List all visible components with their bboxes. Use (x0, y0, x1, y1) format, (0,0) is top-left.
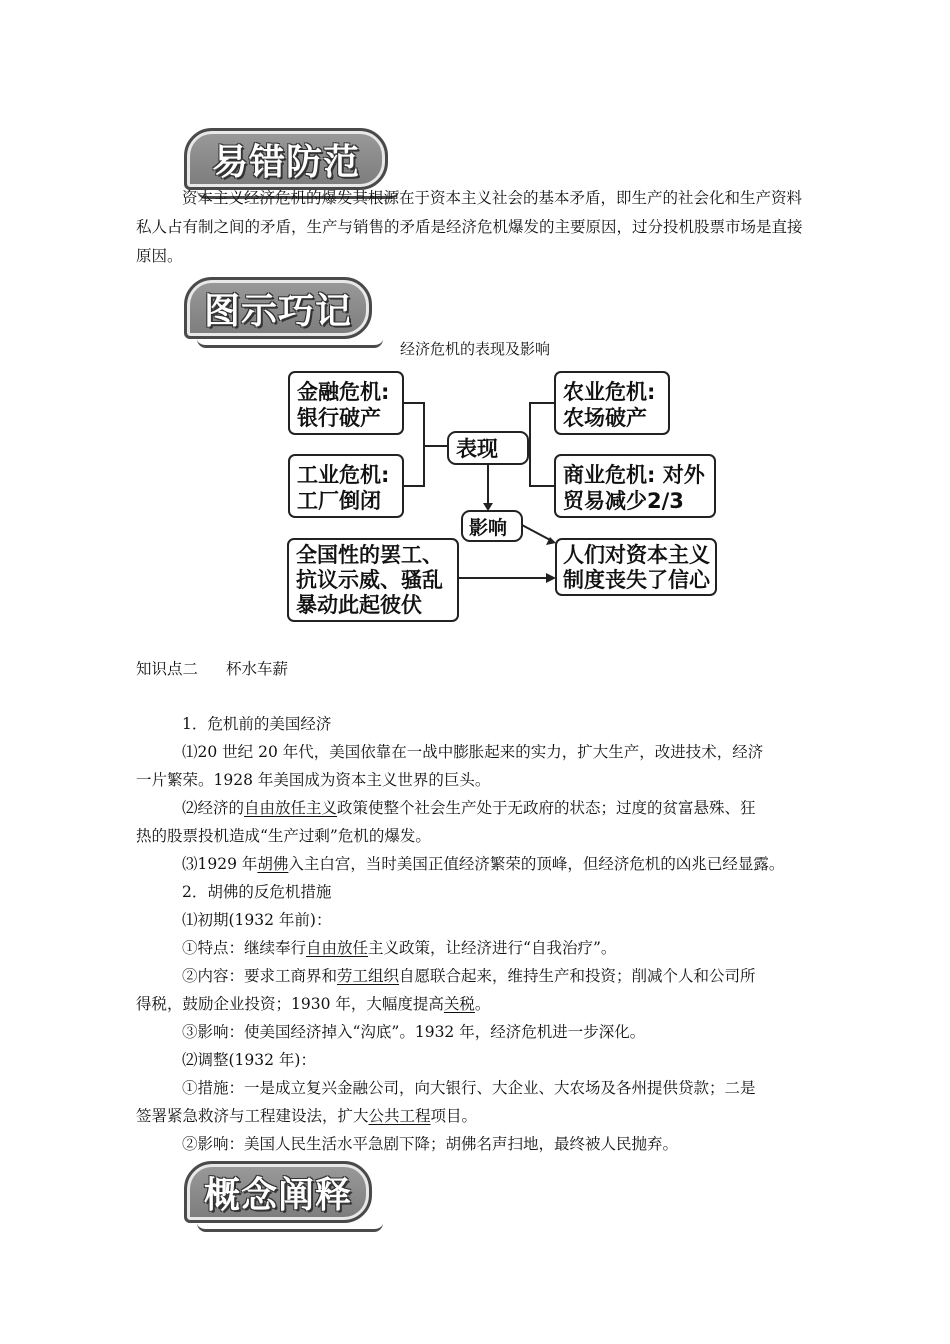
s1-p2-line1 (182, 794, 756, 822)
s1-p1-line2: 一片繁荣。1928 年美国成为资本主义世界的巨头。 (136, 771, 491, 789)
s2-content2-underlined: 关税 (443, 995, 475, 1013)
s1-heading: 1．危机前的美国经济 (182, 715, 332, 733)
s2-measure: ①措施：一是成立复兴金融公司，向大银行、大企业、大农场及各州提供贷款；二是 (182, 1079, 756, 1097)
s2-early: ⑴初期(1932 年前)： (182, 911, 332, 929)
crisis-diagram (0, 362, 950, 632)
banner-diagram-memory (184, 277, 372, 339)
s2-content-a: ②内容：要求工商界和 (182, 967, 338, 985)
s1-p1-line1: ⑴20 世纪 20 年代，美国依靠在一战中膨胀起来的实力，扩大生产，改进技术，经济 (182, 743, 764, 761)
financial-line1: 金融危机: (297, 380, 390, 404)
s2-content-line1 (182, 962, 756, 990)
s2-measure2-a: 签署紧急救济与工程建设法，扩大 (136, 1107, 369, 1125)
s2-content2-a: 得税，鼓励企业投资；1930 年，大幅度提高 (136, 995, 444, 1013)
s2-adjust: ⑵调整(1932 年)： (182, 1051, 316, 1069)
s2-content-underlined: 劳工组织 (337, 967, 400, 985)
loss-faith-line1: 人们对资本主义 (563, 543, 710, 567)
influence-label: 影响 (469, 517, 508, 539)
industrial-line2: 工厂倒闭 (297, 489, 381, 513)
s2-content-b: 自愿联合起来，维持生产和投资；削减个人和公司所 (399, 967, 756, 985)
s2-feature-b: 主义政策，让经济进行“自我治疗”。 (368, 939, 617, 957)
s2-impact2: ②影响：美国人民生活水平急剧下降；胡佛名声扫地，最终被人民抛弃。 (182, 1135, 679, 1153)
s2-feature (182, 934, 616, 962)
s1-p3-underlined: 胡佛 (257, 855, 289, 873)
banner-error-prevention (184, 128, 388, 190)
s2-feature-underlined: 自由放任 (306, 939, 369, 957)
section-label: 知识点二 (136, 660, 199, 678)
financial-line2: 银行破产 (297, 406, 381, 430)
banner-concept-explain (184, 1161, 372, 1223)
s1-p2-line2: 热的股票投机造成“生产过剩”危机的爆发。 (136, 827, 431, 845)
s1-p2-underlined: 自由放任主义 (244, 799, 338, 817)
section-name: 杯水车薪 (226, 660, 289, 678)
industrial-line1: 工业危机: (297, 463, 390, 487)
s2-measure2-underlined: 公共工程 (368, 1107, 431, 1125)
s2-impact1: ③影响：使美国经济掉入“沟底”。1932 年，经济危机进一步深化。 (182, 1023, 646, 1041)
commercial-line1: 商业危机: 对外 (563, 463, 705, 487)
strikes-line3: 暴动此起彼伏 (296, 593, 422, 617)
s2-heading: 2．胡佛的反危机措施 (182, 883, 332, 901)
s2-content-line2 (136, 990, 490, 1018)
banner-error-prevention-label: 易错防范 (211, 141, 360, 183)
banner-diagram-memory-label: 图示巧记 (203, 290, 352, 332)
strikes-line1: 全国性的罢工、 (296, 543, 443, 567)
error-prevention-paragraph: 资本主义经济危机的爆发其根源在于资本主义社会的基本矛盾，即生产的社会化和生产资料私人占有制之间的矛盾，生产与销售的矛盾是经济危机爆发的主要原因，过分投机股票市场是直接原因。 (136, 189, 803, 265)
commercial-line2: 贸易减少2/3 (563, 489, 684, 513)
s2-measure2-b: 项目。 (430, 1107, 478, 1125)
section-title (136, 655, 288, 683)
s1-p3-b: 入主白宫，当时美国正值经济繁荣的顶峰，但经济危机的凶兆已经显露。 (288, 855, 785, 873)
strikes-line2: 抗议示威、骚乱 (296, 568, 443, 592)
loss-faith-line2: 制度丧失了信心 (563, 568, 710, 592)
s2-content2-b: 。 (474, 995, 491, 1013)
diagram-caption: 经济危机的表现及影响 (399, 340, 550, 358)
s1-p3-a: ⑶1929 年 (182, 855, 258, 873)
s2-feature-a: ①特点：继续奉行 (182, 939, 307, 957)
agricultural-line2: 农场破产 (563, 406, 647, 430)
agricultural-line1: 农业危机: (563, 380, 656, 404)
s1-p2-b: 政策使整个社会生产处于无政府的状态；过度的贫富悬殊、狂 (337, 799, 756, 817)
s1-p3 (182, 850, 784, 878)
manifestation-label: 表现 (456, 437, 498, 461)
s1-p2-a: ⑵经济的 (182, 799, 245, 817)
s2-measure-line2 (136, 1102, 477, 1130)
banner-concept-explain-label: 概念阐释 (203, 1174, 352, 1216)
